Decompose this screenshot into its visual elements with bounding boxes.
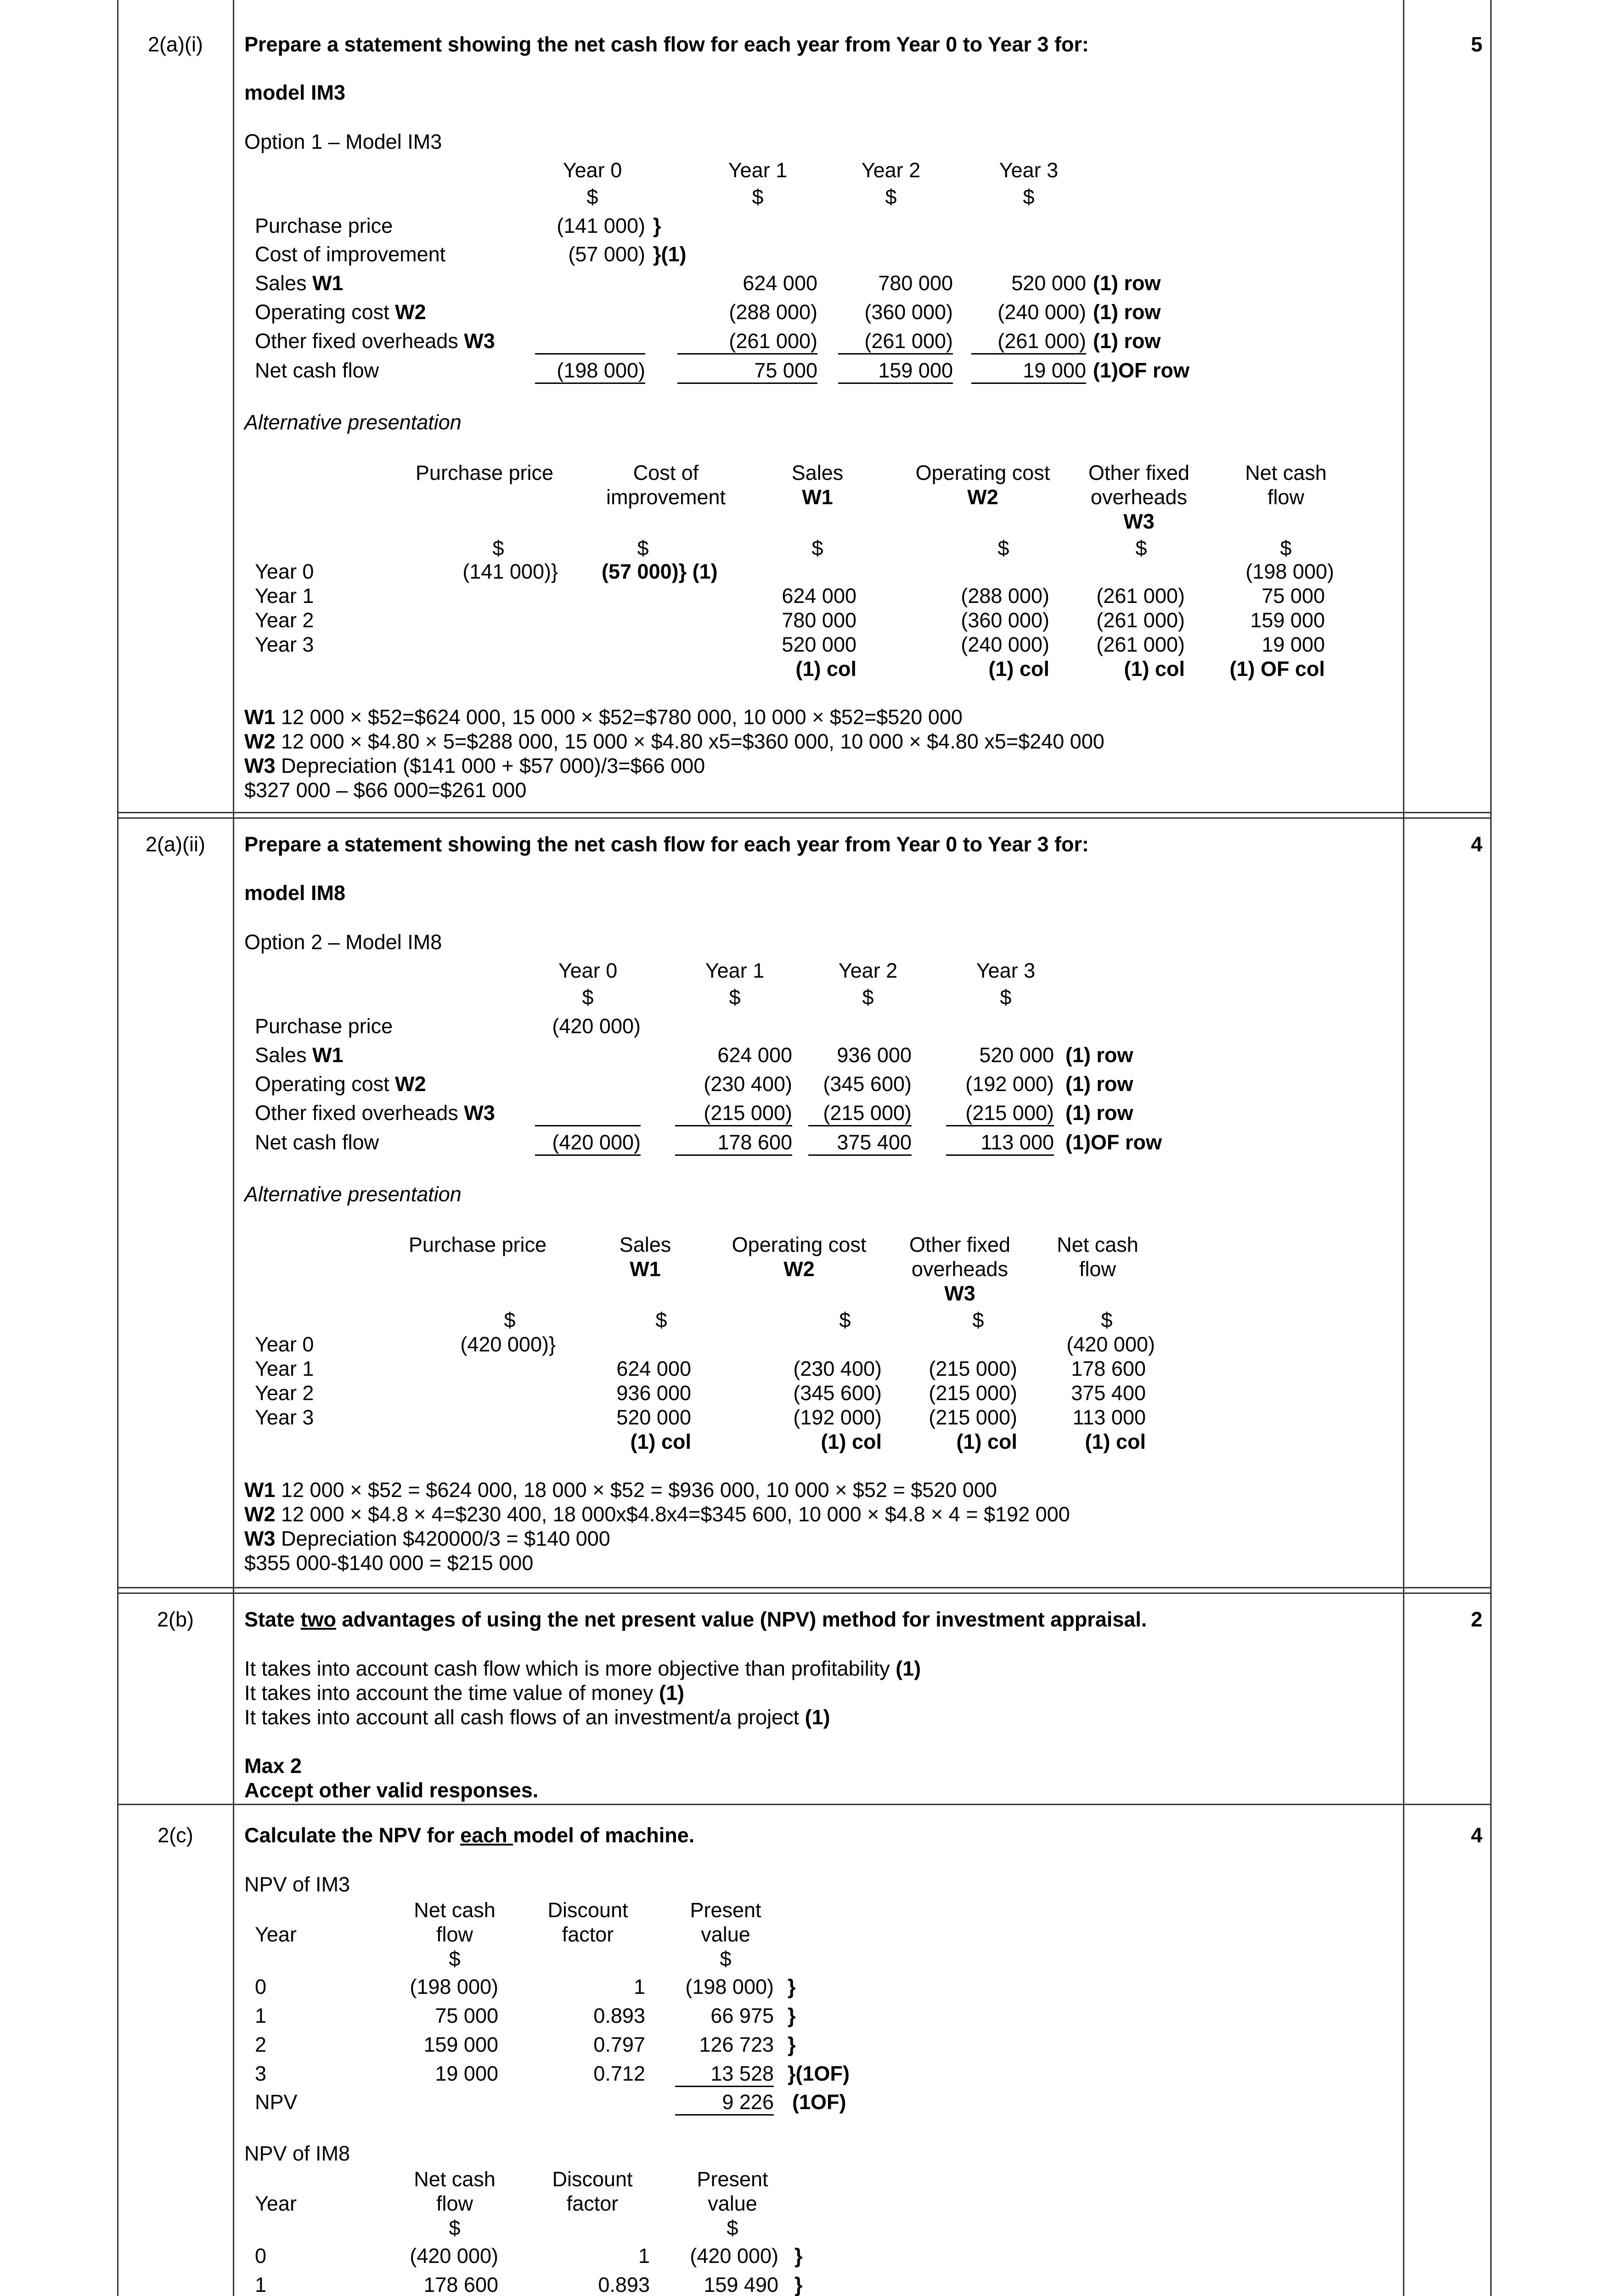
npv-ncf: (198 000) xyxy=(410,1975,498,1998)
cell-value: (192 000) xyxy=(965,1072,1054,1096)
alt-cell: (345 600) xyxy=(793,1381,882,1405)
cell-value: 520 000 xyxy=(1011,271,1086,295)
row-label: Other fixed overheads W3 xyxy=(255,1101,495,1125)
alt-header: Other fixed overheads W3 xyxy=(1088,461,1190,533)
alt-cell: 624 000 xyxy=(616,1357,691,1380)
question-text: State two advantages of using the net present value (NPV) method for investment appraisal. xyxy=(244,1608,1147,1631)
row-mark: (1) row xyxy=(1093,300,1161,324)
npv-table-title: NPV of IM8 xyxy=(244,2142,350,2165)
npv-pv: (420 000) xyxy=(690,2244,778,2268)
alt-cell: (360 000) xyxy=(961,608,1049,632)
npv-year: 1 xyxy=(255,2004,267,2027)
alt-year: Year 0 xyxy=(255,560,314,583)
year-header: Year 3 xyxy=(999,158,1059,182)
question-marks: 4 xyxy=(1470,833,1482,856)
npv-header: Net cash flow xyxy=(414,1898,496,1946)
currency-label: $ xyxy=(637,536,649,560)
alt-header: Purchase price xyxy=(408,1233,547,1256)
question-number: 2(a)(i) xyxy=(148,33,203,56)
currency-label: $ xyxy=(1280,536,1292,560)
alt-year: Year 2 xyxy=(255,608,314,632)
underline xyxy=(535,329,645,355)
currency-label: $ xyxy=(655,1308,667,1332)
cell-value: (215 000) xyxy=(808,1101,912,1126)
underline xyxy=(535,1101,641,1126)
year-header: Year 1 xyxy=(728,158,788,182)
row-divider xyxy=(117,1587,1492,1588)
question-text: Prepare a statement showing the net cash flow for each year from Year 0 to Year 3 for: xyxy=(244,33,1089,56)
currency-label: $ xyxy=(1101,1308,1113,1332)
cell-value: 624 000 xyxy=(743,271,817,295)
option-title: Option 1 – Model IM3 xyxy=(244,130,442,153)
alt-cell: (198 000) xyxy=(1245,560,1334,583)
row-mark: (1)OF row xyxy=(1065,1131,1162,1154)
cell-value: (198 000) xyxy=(535,358,645,384)
cell-value: (240 000) xyxy=(997,300,1086,324)
answer-line: It takes into account all cash flows of an investment/a project (1) xyxy=(244,1705,830,1729)
alt-header: Net cash flow xyxy=(1057,1233,1138,1281)
alt-year: Year 3 xyxy=(255,1406,314,1429)
alt-mark: (1) col xyxy=(1124,657,1185,681)
alt-mark: (1) col xyxy=(1085,1430,1146,1453)
currency-label: $ xyxy=(885,185,897,208)
npv-header: Present value xyxy=(690,1898,761,1946)
npv-year: 0 xyxy=(255,2244,267,2268)
npv-ncf: 178 600 xyxy=(423,2273,498,2296)
npv-df: 1 xyxy=(638,2244,650,2268)
working-line: W1 12 000 × $52 = $624 000, 18 000 × $52 = $936 000, 10 000 × $52 = $520 000 xyxy=(244,1478,997,1502)
currency-label: $ xyxy=(492,536,504,560)
alt-header: Sales W1 xyxy=(619,1233,671,1281)
cell-value: 178 600 xyxy=(675,1130,792,1156)
row-mark: (1) row xyxy=(1065,1043,1133,1067)
currency-label: $ xyxy=(449,1947,461,1970)
npv-ncf: 19 000 xyxy=(435,2062,498,2085)
alt-title: Alternative presentation xyxy=(244,1182,462,1206)
frame-question-column-border xyxy=(233,0,234,2296)
currency-label: $ xyxy=(582,985,594,1009)
alt-header: Cost of improvement xyxy=(606,461,726,509)
currency-label: $ xyxy=(972,1308,984,1332)
alt-header: Operating cost W2 xyxy=(732,1233,867,1281)
year-header: Year 2 xyxy=(838,959,898,982)
alt-cell: (215 000) xyxy=(929,1406,1017,1429)
alt-year: Year 1 xyxy=(255,1357,314,1380)
year-header: Year 0 xyxy=(558,959,618,982)
npv-mark: }(1OF) xyxy=(788,2062,850,2085)
alt-year: Year 3 xyxy=(255,633,314,656)
alt-year: Year 0 xyxy=(255,1333,314,1356)
alt-cell: 75 000 xyxy=(1262,584,1325,608)
answer-line: It takes into account cash flow which is more objective than profitability (1) xyxy=(244,1657,921,1680)
alt-mark: (1) col xyxy=(630,1430,691,1453)
cell-value: (261 000) xyxy=(838,329,953,355)
working-line: $327 000 – $66 000=$261 000 xyxy=(244,778,527,802)
frame-marks-column-border xyxy=(1403,0,1404,2296)
question-number: 2(c) xyxy=(158,1823,193,1847)
option-title: Option 2 – Model IM8 xyxy=(244,930,442,954)
cell-value: (420 000) xyxy=(552,1014,641,1038)
alt-header: Net cash flow xyxy=(1245,461,1327,509)
alt-cell: (261 000) xyxy=(1096,608,1185,632)
alt-cell: (261 000) xyxy=(1096,633,1185,656)
row-mark: (1)OF row xyxy=(1093,359,1189,382)
row-label: Operating cost W2 xyxy=(255,1072,426,1096)
alt-header: Operating cost W2 xyxy=(915,461,1050,509)
row-divider xyxy=(117,817,1492,819)
cell-value: 159 000 xyxy=(838,358,953,384)
npv-pv: (198 000) xyxy=(685,1975,774,1998)
cell-value: (215 000) xyxy=(946,1101,1054,1126)
alt-mark: (1) col xyxy=(956,1430,1017,1453)
alt-cell: (215 000) xyxy=(929,1357,1017,1380)
currency-label: $ xyxy=(720,1947,732,1970)
row-divider xyxy=(117,1593,1492,1594)
npv-pv: 13 528 xyxy=(675,2061,774,2087)
npv-df: 0.893 xyxy=(593,2004,645,2027)
year-header: Year 3 xyxy=(976,959,1036,982)
question-marks: 2 xyxy=(1470,1608,1482,1631)
alt-cell: (420 000)} xyxy=(460,1333,556,1356)
row-label: Purchase price xyxy=(255,1014,393,1038)
alt-cell: (288 000) xyxy=(961,584,1049,608)
row-mark: (1) row xyxy=(1065,1101,1133,1125)
alt-cell: 624 000 xyxy=(782,584,856,608)
alt-cell: (420 000) xyxy=(1066,1333,1155,1356)
cell-value: (57 000) xyxy=(568,242,645,266)
npv-mark: } xyxy=(794,2244,803,2268)
currency-label: $ xyxy=(862,985,874,1009)
npv-df: 0.797 xyxy=(593,2033,645,2056)
row-label: Purchase price xyxy=(255,214,393,237)
alt-cell: (141 000)} xyxy=(462,560,558,583)
npv-ncf: 75 000 xyxy=(435,2004,498,2027)
cell-value: 936 000 xyxy=(837,1043,912,1067)
npv-mark: } xyxy=(788,2033,796,2056)
alt-header: Purchase price xyxy=(415,461,554,484)
currency-label: $ xyxy=(811,536,823,560)
alt-cell: 936 000 xyxy=(616,1381,691,1405)
npv-ncf: 159 000 xyxy=(423,2033,498,2056)
cell-value: 520 000 xyxy=(979,1043,1054,1067)
alt-cell: 520 000 xyxy=(782,633,856,656)
npv-total-label: NPV xyxy=(255,2090,298,2114)
working-line: W1 12 000 × $52=$624 000, 15 000 × $52=$780 000, 10 000 × $52=$520 000 xyxy=(244,705,963,729)
npv-df: 1 xyxy=(633,1975,645,1998)
alt-cell: 159 000 xyxy=(1250,608,1325,632)
npv-header: Net cash flow xyxy=(414,2167,496,2215)
cell-value: 780 000 xyxy=(878,271,953,295)
question-marks: 4 xyxy=(1470,1823,1482,1847)
npv-df: 0.712 xyxy=(593,2062,645,2085)
row-mark: (1) row xyxy=(1093,271,1161,295)
npv-year: 3 xyxy=(255,2062,267,2085)
npv-year: 2 xyxy=(255,2033,267,2056)
working-line: W3 Depreciation $420000/3 = $140 000 xyxy=(244,1527,610,1550)
cell-value: (345 600) xyxy=(823,1072,912,1096)
question-subtitle: model IM3 xyxy=(244,81,346,104)
alt-mark: (1) col xyxy=(988,657,1049,681)
npv-total-mark: (1OF) xyxy=(792,2090,846,2114)
npv-year: 0 xyxy=(255,1975,267,1998)
npv-pv: 66 975 xyxy=(710,2004,774,2027)
question-subtitle: model IM8 xyxy=(244,881,346,905)
alt-year: Year 2 xyxy=(255,1381,314,1405)
npv-ncf: (420 000) xyxy=(410,2244,498,2268)
alt-header: Sales W1 xyxy=(791,461,844,509)
marking-note: Accept other valid responses. xyxy=(244,1778,539,1802)
npv-df: 0.893 xyxy=(598,2273,650,2296)
npv-table-title: NPV of IM3 xyxy=(244,1873,350,1896)
cell-value: 375 400 xyxy=(808,1130,912,1156)
row-label: Operating cost W2 xyxy=(255,300,426,324)
alt-title: Alternative presentation xyxy=(244,411,462,434)
npv-year: 1 xyxy=(255,2273,267,2296)
alt-cell: 113 000 xyxy=(1072,1406,1146,1429)
cell-value: (261 000) xyxy=(971,329,1086,355)
currency-label: $ xyxy=(1135,536,1147,560)
cell-value: (360 000) xyxy=(864,300,953,324)
cell-value: (288 000) xyxy=(729,300,817,324)
npv-pv: 159 490 xyxy=(704,2273,778,2296)
alt-cell: (230 400) xyxy=(793,1357,882,1380)
cell-value: (230 400) xyxy=(704,1072,792,1096)
question-marks: 5 xyxy=(1470,33,1482,56)
alt-cell: 375 400 xyxy=(1071,1381,1146,1405)
question-number: 2(a)(ii) xyxy=(146,833,205,856)
row-label: Other fixed overheads W3 xyxy=(255,329,495,353)
npv-pv: 126 723 xyxy=(699,2033,774,2056)
year-header: Year 0 xyxy=(563,158,622,182)
currency-label: $ xyxy=(1023,185,1035,208)
npv-mark: } xyxy=(788,2004,796,2027)
currency-label: $ xyxy=(839,1308,851,1332)
cell-value: (141 000) xyxy=(557,214,645,237)
row-mark: } xyxy=(653,214,661,237)
currency-label: $ xyxy=(1000,985,1012,1009)
npv-header: Year xyxy=(255,2192,297,2215)
alt-mark: (1) OF col xyxy=(1229,657,1325,681)
frame-left-border xyxy=(117,0,118,2296)
cell-value: (261 000) xyxy=(677,329,817,355)
npv-header: Discount factor xyxy=(552,2167,633,2215)
alt-mark: (1) col xyxy=(821,1430,882,1453)
row-mark: (1) row xyxy=(1065,1072,1133,1096)
year-header: Year 1 xyxy=(705,959,765,982)
year-header: Year 2 xyxy=(861,158,921,182)
currency-label: $ xyxy=(449,2216,461,2240)
question-number: 2(b) xyxy=(157,1608,194,1631)
npv-header: Discount factor xyxy=(547,1898,628,1946)
alt-year: Year 1 xyxy=(255,584,314,608)
currency-label: $ xyxy=(752,185,764,208)
question-text: Prepare a statement showing the net cash flow for each year from Year 0 to Year 3 for: xyxy=(244,833,1089,856)
row-label: Sales W1 xyxy=(255,271,344,295)
row-divider xyxy=(117,812,1492,813)
alt-cell: 780 000 xyxy=(782,608,856,632)
alt-cell: (215 000) xyxy=(929,1381,1017,1405)
alt-cell: (192 000) xyxy=(793,1406,882,1429)
cell-value: (215 000) xyxy=(675,1101,792,1126)
row-label: Net cash flow xyxy=(255,1131,379,1154)
alt-cell: 178 600 xyxy=(1071,1357,1146,1380)
alt-cell: (261 000) xyxy=(1096,584,1185,608)
npv-total: 9 226 xyxy=(675,2090,774,2116)
alt-cell: 19 000 xyxy=(1262,633,1325,656)
alt-cell: (57 000)} (1) xyxy=(602,560,718,583)
working-line: W2 12 000 × $4.8 × 4=$230 400, 18 000x$4.8x4=$345 600, 10 000 × $4.8 × 4 = $192 000 xyxy=(244,1503,1070,1526)
row-label: Sales W1 xyxy=(255,1043,344,1067)
currency-label: $ xyxy=(997,536,1009,560)
cell-value: (420 000) xyxy=(535,1130,641,1156)
row-mark: (1) row xyxy=(1093,329,1161,353)
frame-right-border xyxy=(1490,0,1492,2296)
npv-mark: } xyxy=(794,2273,803,2296)
currency-label: $ xyxy=(586,185,598,208)
npv-header: Year xyxy=(255,1923,297,1946)
alt-cell: (240 000) xyxy=(961,633,1049,656)
working-line: $355 000-$140 000 = $215 000 xyxy=(244,1551,534,1575)
row-divider xyxy=(117,1804,1492,1805)
currency-label: $ xyxy=(504,1308,516,1332)
working-line: W2 12 000 × $4.80 × 5=$288 000, 15 000 × $4.80 x5=$360 000, 10 000 × $4.80 x5=$240 000 xyxy=(244,730,1104,753)
row-mark: }(1) xyxy=(653,242,687,266)
cell-value: 75 000 xyxy=(677,358,817,384)
answer-line: It takes into account the time value of money (1) xyxy=(244,1681,684,1705)
row-label: Cost of improvement xyxy=(255,242,446,266)
npv-mark: } xyxy=(788,1975,796,1998)
marking-note: Max 2 xyxy=(244,1754,302,1778)
cell-value: 113 000 xyxy=(946,1130,1054,1156)
alt-cell: 520 000 xyxy=(616,1406,691,1429)
row-label: Net cash flow xyxy=(255,359,379,382)
cell-value: 19 000 xyxy=(971,358,1086,384)
alt-mark: (1) col xyxy=(795,657,856,681)
currency-label: $ xyxy=(729,985,741,1009)
npv-header: Present value xyxy=(697,2167,768,2215)
alt-header: Other fixed overheads W3 xyxy=(909,1233,1011,1305)
question-text: Calculate the NPV for each model of machine. xyxy=(244,1823,695,1847)
working-line: W3 Depreciation ($141 000 + $57 000)/3=$66 000 xyxy=(244,754,705,777)
cell-value: 624 000 xyxy=(717,1043,792,1067)
currency-label: $ xyxy=(727,2216,738,2240)
